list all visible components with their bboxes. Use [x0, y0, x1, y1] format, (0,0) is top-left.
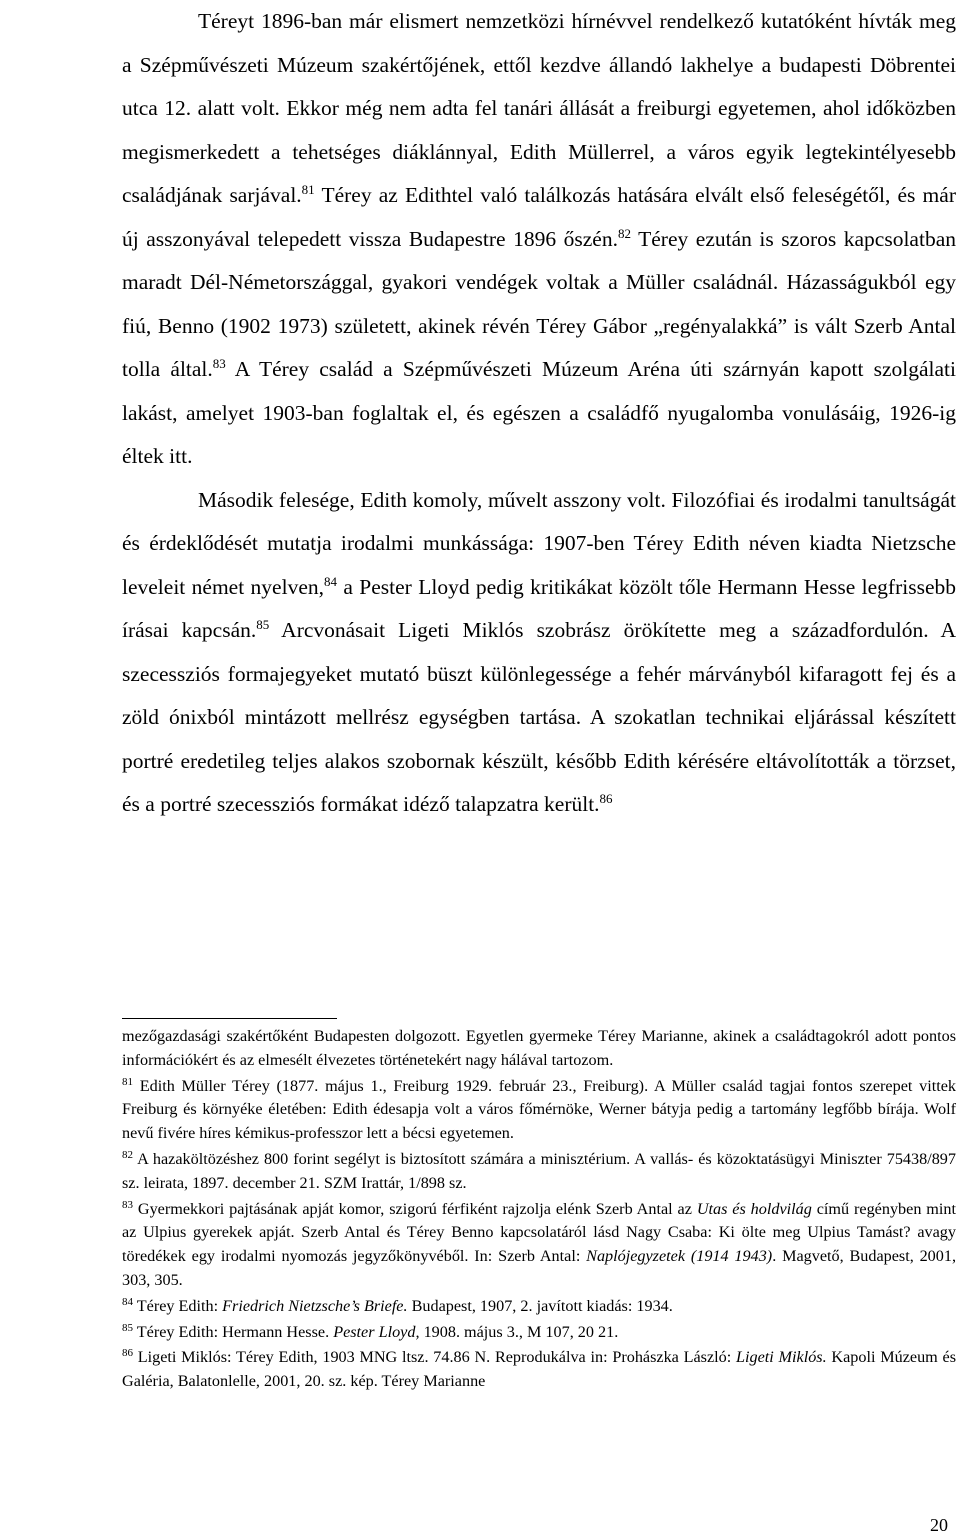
footnote-text: Ligeti Miklós: Térey Edith, 1903 MNG ltsz. 74.86 N. Reprodukálva in: Prohászka László: — [133, 1348, 737, 1367]
paragraph-text: Arcvonásait Ligeti Miklós szobrász örökítette meg a századfordulón. A szecessziós formajegyeket mutató büszt különlegessége a fehér márványból kifaragott fej és a zöld ónixból mintázott mellrész egységben tartása. A szokatlan technikai eljárással készített portré eredetileg teljes alakos szobornak készült, később Edith kérésére eltávolították a törzset, és a portré szecessziós formákat idéző talapzatra került. — [122, 618, 956, 816]
book-title: Ligeti Miklós. — [736, 1348, 827, 1367]
main-text — [122, 0, 956, 827]
footnote-82 — [122, 1148, 956, 1196]
paragraph-1 — [122, 0, 956, 479]
footnote-83 — [122, 1198, 956, 1293]
footnote-ref-86[interactable]: 86 — [599, 791, 613, 806]
footnote-text: 1908. május 3., M 107, 20 21. — [419, 1322, 619, 1341]
periodical-title: Pester Lloyd, — [333, 1322, 420, 1341]
footnote-number: 81 — [122, 1075, 133, 1088]
footnote-text: Edith Müller Térey (1877. május 1., Freiburg 1929. február 23., Freiburg). A Müller család tagjai fontos szerepet vittek Freiburg és környéke életében: Edith édesapja volt a város főmérnöke, Werner bátyja pedig a tartomány legfőbb bírája. Wolf nevű fivére híres kémikus-professzor lett a bécsi egyetemen. — [122, 1076, 956, 1143]
footnote-text: Gyermekkori pajtásának apját komor, szigorú férfiként rajzolja elénk Szerb Antal az — [133, 1199, 697, 1218]
footnote-ref-81[interactable]: 81 — [301, 182, 315, 197]
paragraph-2 — [122, 479, 956, 827]
page-number: 20 — [930, 1515, 948, 1535]
footnote-text: Kapoli Múzeum és Galéria, Balatonlelle, 2001, 20. sz. kép. Térey Marianne — [122, 1348, 956, 1391]
footnote-number: 85 — [122, 1321, 133, 1334]
footnote-ref-83[interactable]: 83 — [212, 356, 226, 371]
footnote-81 — [122, 1075, 956, 1146]
book-title: Utas és holdvilág — [696, 1199, 812, 1218]
footnote-ref-82[interactable]: 82 — [617, 225, 631, 241]
footnote-84 — [122, 1295, 956, 1319]
footnote-number: 82 — [122, 1148, 133, 1161]
footnote-number: 84 — [122, 1295, 133, 1308]
book-title: Naplójegyzetek (1914 1943) — [586, 1247, 773, 1266]
footnote-86 — [122, 1346, 956, 1394]
footnote-text: Térey Edith: — [133, 1296, 223, 1315]
paragraph-text: Második felesége, Edith komoly, művelt asszony volt. Filozófiai és irodalmi tanultságát és érdeklődését mutatja irodalmi munkássága: 1907-ben Térey Edith néven kiadta Nietzsche leveleit német nyelven, — [122, 487, 956, 599]
footnote-ref-84[interactable]: 84 — [324, 573, 337, 589]
paragraph-text: A Térey család a Szépművészeti Múzeum Aréna úti szárnyán kapott szolgálati lakást, amelyet 1903-ban foglaltak el, és egészen a családfő nyugalomba vonulásáig, 1926-ig éltek itt. — [122, 357, 957, 468]
paragraph-text: Térey ezután is szoros kapcsolatban maradt Dél-Németországgal, gyakori vendégek voltak a Müller családnál. Házasságukból egy fiú, Benno (1902 1973) született, akinek révén Térey Gábor „regényalakká” is vált Szerb Antal tolla által. — [122, 226, 956, 381]
footnote-ref-85[interactable]: 85 — [256, 617, 270, 632]
paragraph-text: a Pester Lloyd pedig kritikákat közölt tőle Hermann Hesse legfrissebb írásai kapcsán. — [122, 574, 956, 642]
footnote-continued: mezőgazdasági szakértőként Budapesten dolgozott. Egyetlen gyermeke Térey Marianne, akinek a családtagokról adott pontos információkért és az elmesélt élvezetes történetekért nagy hálával tartozom. — [122, 1027, 956, 1069]
footnote-number: 86 — [122, 1347, 133, 1360]
footnote-text: Térey Edith: Hermann Hesse. — [133, 1322, 334, 1341]
footnote-text: A hazaköltözéshez 800 forint segélyt is biztosított számára a minisztérium. A vallás- és közoktatásügyi Miniszter 75438/897 sz. leirata, 1897. december 21. SZM Irattár, 1/898 sz. — [122, 1149, 956, 1192]
footnote-text: című regényben mint az Ulpius gyerekek apját. Szerb Antal és Térey Benno kapcsolatáról lásd Nagy Csaba: Ki ölte meg Ulpius Tamást? avagy töredékek egy irodalmi nyomozás jegyzőkönyvéből. In: Szerb Antal: — [122, 1199, 956, 1266]
footnote-text: Budapest, 1907, 2. javított kiadás: 1934. — [407, 1296, 673, 1315]
paragraph-text: Térey az Edithtel való találkozás hatására elvált első feleségétől, és már új asszonyával telepedett vissza Budapestre 1896 őszén. — [122, 183, 956, 251]
book-title: Friedrich Nietzsche’s Briefe. — [222, 1296, 408, 1315]
paragraph-text: Téreyt 1896-ban már elismert nemzetközi hírnévvel rendelkező kutatóként hívták meg a Szépművészeti Múzeum szakértőjének, ettől kezdve állandó lakhelye a budapesti Döbrentei utca 12. alatt volt. Ekkor még nem adta fel tanári állását a freiburgi egyetemen, ahol időközben megismerkedett a tehetséges diáklánnyal, Edith Müllerrel, a város egyik legtekintélyesebb családjának sarjával. — [122, 9, 956, 207]
footnote-number: 83 — [122, 1198, 133, 1211]
footnotes — [122, 1025, 956, 1394]
footnote-text: . Magvető, Budapest, 2001, 303, 305. — [122, 1247, 956, 1289]
footnote-separator — [122, 1018, 337, 1019]
footnote-85 — [122, 1321, 956, 1345]
